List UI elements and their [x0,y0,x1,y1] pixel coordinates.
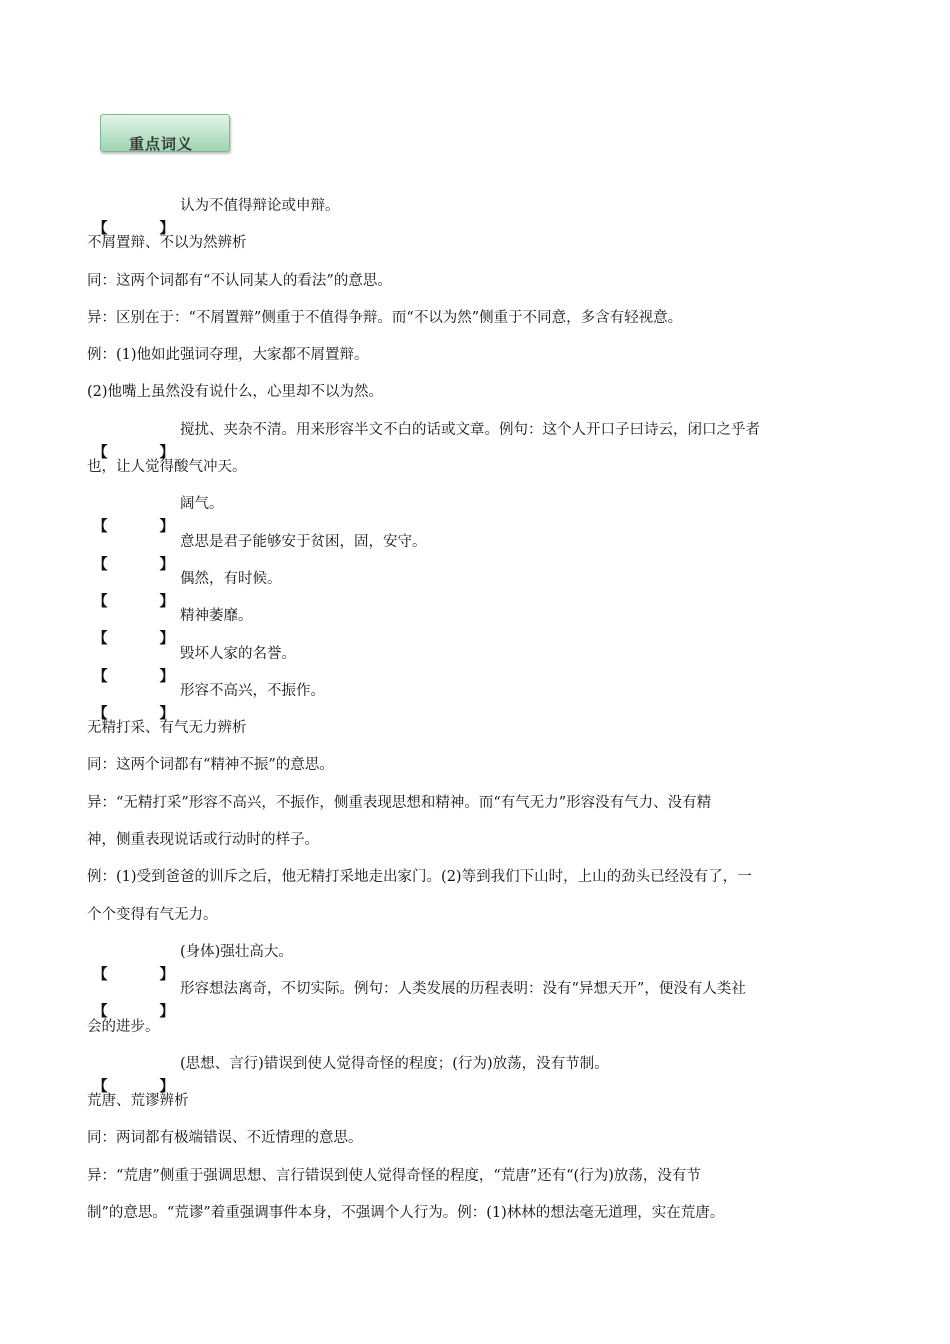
line-text: 会的进步。 [87,1018,160,1035]
text-line [87,1195,867,1232]
section-badge-label: 重点词义 [129,135,194,153]
term-definition-line [87,524,867,573]
line-text: 无精打采、有气无力辨析 [87,720,247,737]
bracket-close: 】 [159,630,174,648]
text-line [87,822,867,859]
line-text: (身体)强壮高大。 [180,943,293,960]
text-line [87,897,867,934]
line-text: (2)他嘴上虽然没有说什么，心里却不以为然。 [87,384,384,401]
line-text: 同：这两个词都有“不认同某人的看法”的意思。 [87,272,392,289]
line-text: 异：区别在于：“不屑置辩”侧重于不值得争辩。而“不以为然”侧重于不同意，多含有轻视意。 [87,309,683,326]
text-line [87,785,867,822]
line-text: 形容想法离奇，不切实际。例句：人类发展的历程表明：没有“异想天开”，便没有人类社 [180,981,746,998]
bracket-open: 【 [93,1077,108,1095]
term-definition-line [87,486,867,536]
line-text: 荒唐、荒谬辨析 [87,1093,189,1110]
line-text: 不屑置辩、不以为然辨析 [87,235,247,252]
line-text: 异：“无精打采”形容不高兴，不振作，侧重表现思想和精神。而“有气无力”形容没有气力、没有精 [87,794,712,811]
term-definition-line [87,598,867,648]
text-line [87,1009,867,1046]
line-text: 制”的意思。“荒谬”着重强调事件本身，不强调个人行为。例：(1)林林的想法毫无道理，实在荒唐。 [87,1205,725,1222]
term-definition-line [87,188,867,237]
text-line [87,374,867,411]
bracket-close: 】 [159,443,174,461]
line-text: (思想、言行)错误到使人觉得奇怪的程度；(行为)放荡，没有节制。 [180,1055,609,1072]
text-line [87,263,867,300]
bracket-close: 】 [159,592,174,610]
bracket-open: 【 [93,443,108,461]
text-line [87,1158,867,1195]
line-text: 神，侧重表现说话或行动时的样子。 [87,832,319,849]
line-text: 例：(1)受到爸爸的训斥之后，他无精打采地走出家门。(2)等到我们下山时，上山的劲头已经没有了，一 [87,869,752,886]
document-body [87,188,867,1232]
bracket-close: 】 [159,1003,174,1021]
line-text: 毁坏人家的名誉。 [180,645,296,662]
line-text: 异：“荒唐”侧重于强调思想、言行错误到使人觉得奇怪的程度，“荒唐”还有“(行为)放荡，没有节 [87,1167,701,1184]
text-line [87,449,867,486]
term-definition-line [87,1046,867,1095]
bracket-close: 】 [159,667,174,685]
bracket-close: 】 [159,704,174,722]
line-text: 形容不高兴，不振作。 [180,682,325,699]
term-definition-line [87,971,867,1021]
bracket-open: 【 [93,1003,108,1021]
bracket-close: 】 [159,555,174,573]
text-line [87,300,867,337]
line-text: 例：(1)他如此强词夺理，大家都不屑置辩。 [87,347,369,364]
bracket-open: 【 [93,630,108,648]
line-text: 搅扰、夹杂不清。用来形容半文不白的话或文章。例句：这个人开口子曰诗云，闭口之乎者 [180,421,760,438]
text-line [87,710,867,747]
text-line [87,337,867,374]
text-line [87,747,867,784]
line-text: 偶然，有时候。 [180,570,282,587]
bracket-open: 【 [93,518,108,536]
section-badge [100,114,230,152]
bracket-open: 【 [93,592,108,610]
bracket-close: 】 [159,518,174,536]
bracket-open: 【 [93,704,108,722]
term-definition-line [87,561,867,610]
line-text: 精神萎靡。 [180,608,253,625]
term-definition-line [87,412,867,461]
line-text: 同：两词都有极端错误、不近情理的意思。 [87,1130,363,1147]
text-line [87,1083,867,1120]
bracket-open: 【 [93,220,108,237]
line-text: 认为不值得辩论或申辩。 [180,198,340,214]
term-definition-line [87,934,867,983]
line-text: 意思是君子能够安于贫困，固，安守。 [180,533,427,550]
term-definition-line [87,673,867,722]
line-text: 个个变得有气无力。 [87,906,218,923]
line-text: 阔气。 [180,496,224,513]
bracket-open: 【 [93,667,108,685]
bracket-open: 【 [93,555,108,573]
bracket-close: 】 [159,220,174,237]
text-line [87,859,867,896]
text-line [87,1120,867,1157]
line-text: 也，让人觉得酸气冲天。 [87,459,247,476]
line-text: 同：这两个词都有“精神不振”的意思。 [87,757,334,774]
text-line [87,225,867,262]
bracket-close: 】 [159,965,174,983]
term-definition-line [87,636,867,685]
bracket-open: 【 [93,965,108,983]
bracket-close: 】 [159,1077,174,1095]
